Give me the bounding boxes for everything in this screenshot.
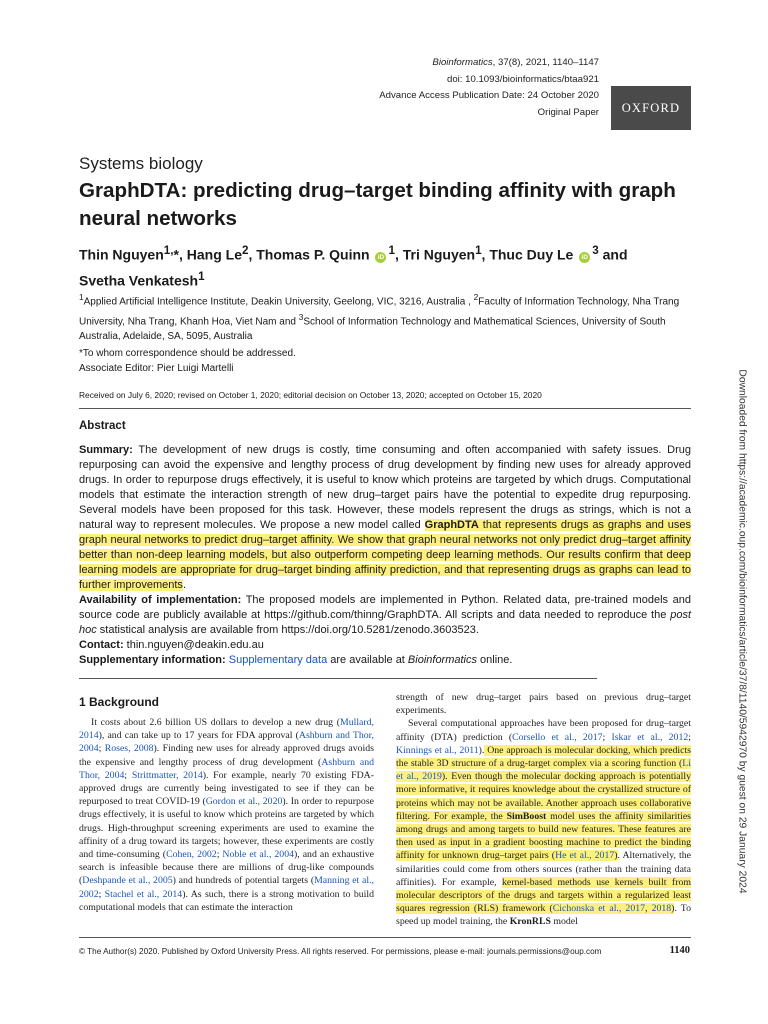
- citation-link[interactable]: Gordon et al., 2020: [205, 796, 283, 808]
- article-metadata: [379, 55, 599, 121]
- associate-editor: Associate Editor: Pier Luigi Martelli: [79, 363, 234, 374]
- author-name: , Hang Le: [178, 246, 242, 263]
- paper-title: GraphDTA: predicting drug–target binding affinity with graph neural networks: [79, 179, 676, 230]
- author-name: , Thomas P. Quinn: [248, 246, 370, 263]
- citation-link[interactable]: Mullard, 2014: [79, 717, 374, 742]
- citation-link[interactable]: Manning et al., 2002: [79, 875, 374, 900]
- citation-link[interactable]: Cichonska et al., 2017: [552, 903, 646, 915]
- orcid-icon[interactable]: iD: [579, 252, 590, 263]
- copyright-footer: © The Author(s) 2020. Published by Oxford University Press. All rights reserved. For permissions, please e-mail: journals.permissions@oup.com: [79, 947, 602, 956]
- citation-link[interactable]: Ashburn and Thor, 2004: [79, 756, 374, 781]
- abstract-supplementary: Supplementary information: Supplementary data are available at Bioinformatics online.: [79, 654, 513, 666]
- citation-link[interactable]: Kinnings et al., 2011: [396, 744, 479, 756]
- abstract-contact: Contact: thin.nguyen@deakin.edu.au: [79, 639, 264, 651]
- doi[interactable]: doi: 10.1093/bioinformatics/btaa921: [446, 73, 599, 85]
- paper-type: Original Paper: [537, 106, 599, 118]
- correspondence-note: *To whom correspondence should be addressed. Associate Editor: Pier Luigi Martelli: [79, 346, 691, 376]
- oxford-logo: OXFORD: [611, 86, 691, 130]
- abstract-summary: Summary: The development of new drugs is costly, time consuming and often accompanied with safety issues. Drug repurposing can avoid the expensive and lengthy process of drug development by finding new uses for already approved drugs. In order to repurpose drugs effectively, it is useful to know which proteins are targeted by which drugs. Computational models that estimate the interaction strength of new drug–target pairs have the potential to expedite drug repurposing. Several models have been proposed for this task. However, these models represent the drugs as strings, which is not a natural way to represent molecules. We propose a new model called GraphDTA that represents drugs as graphs and uses graph neural networks to predict drug–target affinity. We show that graph neural networks not only predict drug–target affinity better than non-deep learning models, but also outperform competing deep learning methods. Our results confirm that deep learning models are appropriate for drug–target binding affinity prediction, and that representing drugs as graphs can lead to further improvements.: [79, 444, 691, 591]
- publication-date: Advance Access Publication Date: 24 October 2020: [379, 90, 599, 101]
- citation-link[interactable]: 2018: [651, 903, 672, 915]
- supplementary-data-link[interactable]: Supplementary data: [228, 654, 328, 666]
- background-heading: 1 Background: [79, 695, 160, 709]
- citation: , 37(8), 2021, 1140–1147: [492, 57, 599, 68]
- section-label: Systems biology: [79, 154, 203, 173]
- received-dates: Received on July 6, 2020; revised on October 1, 2020; editorial decision on October 13, 2020; accepted on October 15, 2020: [79, 390, 542, 400]
- abstract-heading: Abstract: [79, 420, 126, 432]
- author-name: Svetha Venkatesh: [79, 272, 199, 289]
- download-watermark: Downloaded from https://academic.oup.com/bioinformatics/article/37/8/1140/5942970 by guest on 29 January 2024: [736, 369, 748, 894]
- divider: [79, 678, 597, 679]
- author-name: Thin Nguyen: [79, 246, 164, 263]
- page-number: 1140: [669, 945, 690, 956]
- citation-link[interactable]: Li et al., 2019: [396, 758, 691, 783]
- body-column-right: strength of new drug–target pairs based on previous drug–target experiments. Several computational approaches have been proposed for drug–target affinity (DTA) prediction (Corsello et al., 2017; Iskar et al., 2012; Kinnings et al., 2011). One approach is molecular docking, which predicts the stable 3D structure of a drug-target complex via a scoring function (Li et al., 2019). Even though the molecular docking approach is potentially more informative, it requires knowledge about the crystallized structure of proteins which may not be available. Another approach uses collaborative filtering. For example, the SimBoost model uses the affinity similarities among drugs and among targets to build new features. These features are then used as input in a gradient boosting machine to predict the binding affinity for unknown drug–target pairs (He et al., 2017). Alternatively, the similarities could come from others sources (rather than the training data affinities). For example, kernel-based methods use kernels built from molecular descriptors of the drugs and targets within a regularized least squares regression (RLS) framework (Cichonska et al., 2017, 2018). To speed up model training, the KronRLS model: [396, 692, 691, 928]
- citation-link[interactable]: Corsello et al., 2017: [512, 731, 603, 743]
- divider: [79, 408, 691, 409]
- citation-link[interactable]: He et al., 2017: [555, 850, 615, 862]
- divider: [79, 937, 691, 938]
- citation-link[interactable]: Iskar et al., 2012: [611, 731, 689, 743]
- orcid-icon[interactable]: iD: [375, 252, 386, 263]
- citation-link[interactable]: Cohen, 2002: [166, 849, 217, 861]
- author-name: , Thuc Duy Le: [481, 246, 574, 263]
- author-list: Thin Nguyen$^{1,}$*, Hang Le$^2$, Thomas P. Quinn $iD^1$, Tri Nguyen$^1$, Thuc Duy Le $iD^3$ and Svetha Venkatesh$^1$: [79, 244, 628, 289]
- affiliations: $^1$Applied Artificial Intelligence Institute, Deakin University, Geelong, VIC, 3216, Australia , $^2$Faculty of Information Technology, Nha Trang University, Nha Trang, Khanh Hoa, Viet Nam and $^3$School of Information Technology and Mathematical Sciences, University of South Australia, Adelaide, SA, 5095, Australia: [79, 292, 680, 343]
- body-column-left: It costs about 2.6 billion US dollars to develop a new drug (Mullard, 2014), and can take up to 17 years for FDA approval (Ashburn and Thor, 2004; Roses, 2008). Finding new uses for already approved drugs avoids the expensive and lengthy process of drug development (Ashburn and Thor, 2004; Strittmatter, 2014). For example, nearly 70 existing FDA-approved drugs are currently being investigated to see if they can be repurposed to treat COVID-19 (Gordon et al., 2020). In order to repurpose drugs effectively, it is useful to know which proteins are targeted by which drugs. High-throughput screening experiments are used to examine the affinity of a drug toward its targets; however, these experiments are costly and time-consuming (Cohen, 2002; Noble et al., 2004), and an exhaustive search is infeasible because there are millions of drug-like compounds (Deshpande et al., 2005) and hundreds of potential targets (Manning et al., 2002; Stachel et al., 2014). As such, there is a strong motivation to build computational models that can estimate the interaction: [79, 717, 375, 913]
- abstract-body: [79, 443, 691, 668]
- citation-link[interactable]: Roses, 2008: [104, 743, 154, 755]
- citation-link[interactable]: Strittmatter, 2014: [131, 769, 203, 781]
- citation-link[interactable]: Ashburn and Thor, 2004: [79, 730, 374, 755]
- citation-link[interactable]: Noble et al., 2004: [222, 849, 294, 861]
- journal-name: Bioinformatics: [432, 57, 493, 68]
- citation-link[interactable]: Stachel et al., 2014: [104, 888, 183, 900]
- citation-link[interactable]: Deshpande et al., 2005: [82, 875, 173, 887]
- abstract-availability: Availability of implementation: The proposed models are implemented in Python. Related data, pre-trained models and source code are publicly available at https://github.com/thinng/GraphDTA. All scripts and data needed to reproduce the post hoc statistical analysis are available from https://doi.org/10.5281/zenodo.3603523.: [79, 594, 691, 636]
- author-name: , Tri Nguyen: [394, 246, 476, 263]
